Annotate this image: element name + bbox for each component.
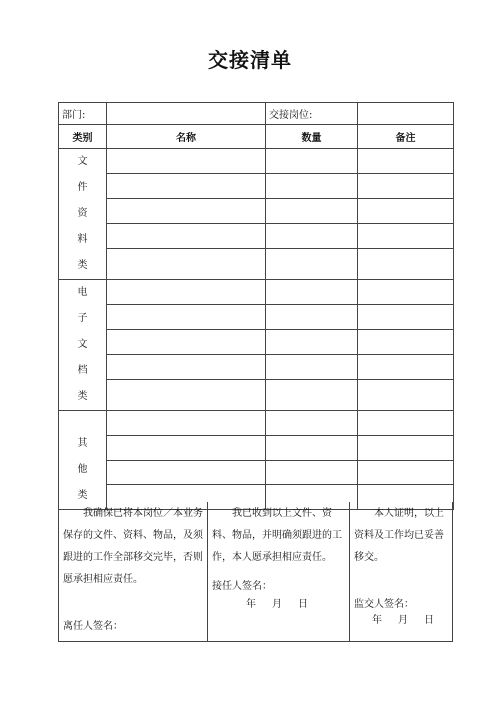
table-row	[59, 149, 454, 174]
table-row	[59, 248, 454, 279]
supervisor-column	[349, 502, 452, 641]
col-category: 类别	[59, 125, 107, 149]
quantity-cell[interactable]	[266, 223, 358, 248]
signature-section	[58, 502, 453, 642]
supervisor-date	[372, 610, 450, 632]
name-cell[interactable]	[107, 248, 266, 279]
quantity-cell[interactable]	[266, 329, 358, 354]
date-year: 年	[372, 615, 382, 626]
incoming-date	[246, 594, 324, 616]
category-char: 类	[77, 391, 88, 402]
dept-field[interactable]	[107, 103, 266, 125]
remark-cell[interactable]	[358, 280, 454, 305]
remark-cell[interactable]	[358, 173, 454, 198]
category-docs	[59, 149, 107, 280]
date-year: 年	[246, 599, 256, 610]
category-char: 类	[77, 260, 88, 271]
table-row	[59, 435, 454, 460]
table-row	[59, 223, 454, 248]
table-row	[59, 460, 454, 485]
incoming-signature-label: 接任人签名：	[212, 581, 272, 592]
table-row	[59, 379, 454, 410]
remark-cell[interactable]	[358, 460, 454, 485]
remark-cell[interactable]	[358, 223, 454, 248]
quantity-cell[interactable]	[266, 198, 358, 223]
name-cell[interactable]	[107, 198, 266, 223]
quantity-cell[interactable]	[266, 460, 358, 485]
incoming-statement: 我已收到以上文件、资料、物品，并明确须跟进的工作，本人愿承担相应责任。	[212, 508, 342, 563]
quantity-cell[interactable]	[266, 149, 358, 174]
quantity-cell[interactable]	[266, 411, 358, 436]
quantity-cell[interactable]	[266, 379, 358, 410]
table-row	[59, 411, 454, 436]
category-char: 文	[77, 339, 88, 350]
quantity-cell[interactable]	[266, 173, 358, 198]
category-char: 电	[77, 287, 88, 298]
remark-cell[interactable]	[358, 411, 454, 436]
name-cell[interactable]	[107, 329, 266, 354]
name-cell[interactable]	[107, 411, 266, 436]
header-row	[59, 103, 454, 125]
table-row	[59, 354, 454, 379]
supervisor-statement: 本人证明，以上资料及工作均已妥善移交。	[354, 508, 444, 563]
remark-cell[interactable]	[358, 248, 454, 279]
name-cell[interactable]	[107, 173, 266, 198]
date-day: 日	[298, 599, 308, 610]
name-cell[interactable]	[107, 223, 266, 248]
post-label: 交接岗位:	[266, 103, 358, 125]
category-char: 料	[77, 234, 88, 245]
remark-cell[interactable]	[358, 149, 454, 174]
post-field[interactable]	[358, 103, 454, 125]
date-month: 月	[398, 615, 408, 626]
remark-cell[interactable]	[358, 354, 454, 379]
date-day: 日	[424, 615, 434, 626]
col-quantity: 数量	[266, 125, 358, 149]
remark-cell[interactable]	[358, 379, 454, 410]
incoming-column	[207, 502, 349, 641]
supervisor-signature-label: 监交人签名：	[354, 599, 414, 610]
table-row	[59, 198, 454, 223]
remark-cell[interactable]	[358, 435, 454, 460]
remark-cell[interactable]	[358, 198, 454, 223]
table-row	[59, 304, 454, 329]
name-cell[interactable]	[107, 435, 266, 460]
quantity-cell[interactable]	[266, 304, 358, 329]
remark-cell[interactable]	[358, 304, 454, 329]
outgoing-column	[59, 502, 207, 641]
name-cell[interactable]	[107, 354, 266, 379]
outgoing-signature-label: 离任人签名：	[63, 621, 123, 632]
category-char: 文	[77, 156, 88, 167]
quantity-cell[interactable]	[266, 435, 358, 460]
category-char: 资	[77, 208, 88, 219]
category-char: 件	[77, 182, 88, 193]
category-char: 他	[77, 464, 88, 475]
name-cell[interactable]	[107, 379, 266, 410]
category-other	[59, 411, 107, 510]
table-row	[59, 329, 454, 354]
category-char: 档	[77, 365, 88, 376]
date-month: 月	[272, 599, 282, 610]
handover-table	[58, 102, 454, 510]
name-cell[interactable]	[107, 304, 266, 329]
category-char: 其	[77, 438, 88, 449]
col-name: 名称	[107, 125, 266, 149]
table-row	[59, 280, 454, 305]
quantity-cell[interactable]	[266, 354, 358, 379]
outgoing-statement: 我确保已将本岗位／本业务保存的文件、资料、物品，及须跟进的工作全部移交完毕，否则愿承担相应责任。	[63, 508, 203, 585]
remark-cell[interactable]	[358, 329, 454, 354]
page-title: 交接清单	[208, 48, 292, 72]
table-row	[59, 173, 454, 198]
col-remark: 备注	[358, 125, 454, 149]
quantity-cell[interactable]	[266, 280, 358, 305]
column-header-row	[59, 125, 454, 149]
quantity-cell[interactable]	[266, 248, 358, 279]
name-cell[interactable]	[107, 280, 266, 305]
name-cell[interactable]	[107, 460, 266, 485]
category-char: 子	[77, 313, 88, 324]
dept-label: 部门:	[59, 103, 107, 125]
category-electronic	[59, 280, 107, 411]
category-char: 类	[77, 490, 88, 501]
name-cell[interactable]	[107, 149, 266, 174]
